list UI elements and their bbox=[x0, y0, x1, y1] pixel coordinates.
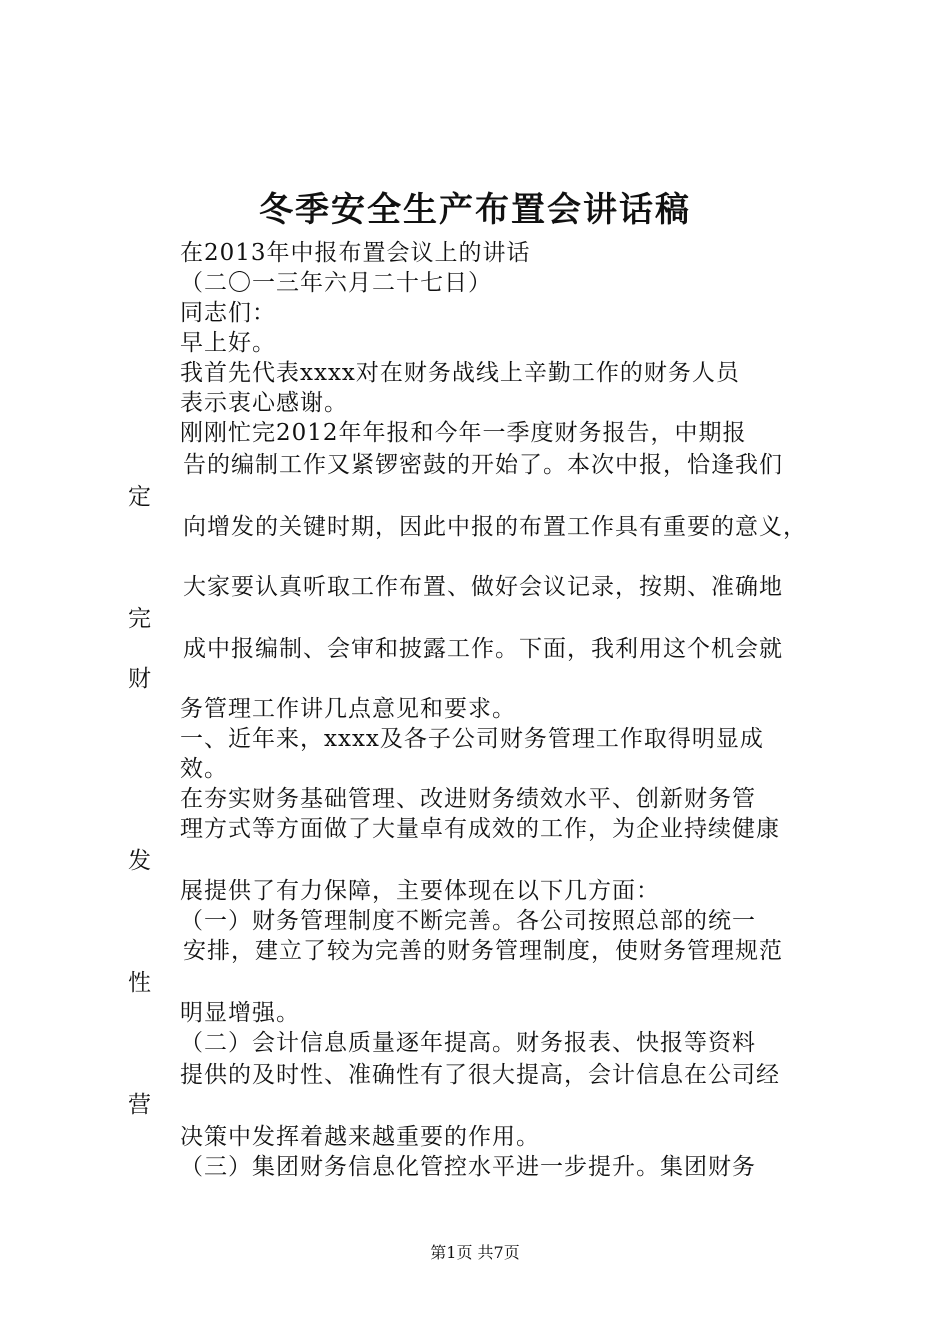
text-line: （二）会计信息质量逐年提高。财务报表、快报等资料 bbox=[180, 1030, 756, 1056]
text-line: 同志们： bbox=[180, 300, 276, 326]
text-line: 刚刚忙完2012年年报和今年一季度财务报告，中期报 bbox=[180, 420, 747, 446]
text-line: 大家要认真听取工作布置、做好会议记录，按期、准确地 bbox=[183, 574, 783, 600]
page-footer: 第1页 共7页 bbox=[430, 1243, 520, 1262]
text-line: 成中报编制、会审和披露工作。下面，我利用这个机会就 bbox=[183, 636, 783, 662]
text-line: （一）财务管理制度不断完善。各公司按照总部的统一 bbox=[180, 908, 756, 934]
text-line: 表示衷心感谢。 bbox=[180, 390, 348, 416]
text-line: 决策中发挥着越来越重要的作用。 bbox=[180, 1124, 540, 1150]
document-title: 冬季安全生产布置会讲话稿 bbox=[259, 190, 691, 230]
text-line: 告的编制工作又紧锣密鼓的开始了。本次中报，恰逢我们 bbox=[183, 452, 783, 478]
text-line: 财 bbox=[128, 666, 152, 692]
text-line: 理方式等方面做了大量卓有成效的工作，为企业持续健康 bbox=[180, 816, 780, 842]
text-line: 早上好。 bbox=[180, 330, 276, 356]
text-line: 发 bbox=[128, 848, 152, 874]
text-line: 务管理工作讲几点意见和要求。 bbox=[180, 696, 516, 722]
text-line: 展提供了有力保障，主要体现在以下几方面： bbox=[180, 878, 660, 904]
text-line: 性 bbox=[128, 970, 152, 996]
text-line: 明显增强。 bbox=[180, 1000, 300, 1026]
text-line: 营 bbox=[128, 1092, 152, 1118]
text-line: 安排，建立了较为完善的财务管理制度，使财务管理规范 bbox=[183, 938, 783, 964]
text-line: 在2013年中报布置会议上的讲话 bbox=[180, 240, 531, 266]
text-line: 效。 bbox=[180, 756, 228, 782]
text-line: （三）集团财务信息化管控水平进一步提升。集团财务 bbox=[180, 1154, 756, 1180]
text-line: 在夯实财务基础管理、改进财务绩效水平、创新财务管 bbox=[180, 786, 756, 812]
text-line: 一、近年来，xxxx及各子公司财务管理工作取得明显成 bbox=[180, 726, 764, 752]
text-line: 完 bbox=[128, 606, 152, 632]
text-line: （二〇一三年六月二十七日） bbox=[180, 270, 492, 296]
text-line: 提供的及时性、准确性有了很大提高，会计信息在公司经 bbox=[180, 1062, 780, 1088]
text-line: 定 bbox=[128, 484, 152, 510]
text-line: 向增发的关键时期，因此中报的布置工作具有重要的意义， bbox=[183, 514, 807, 540]
text-line: 我首先代表xxxx对在财务战线上辛勤工作的财务人员 bbox=[180, 360, 740, 386]
